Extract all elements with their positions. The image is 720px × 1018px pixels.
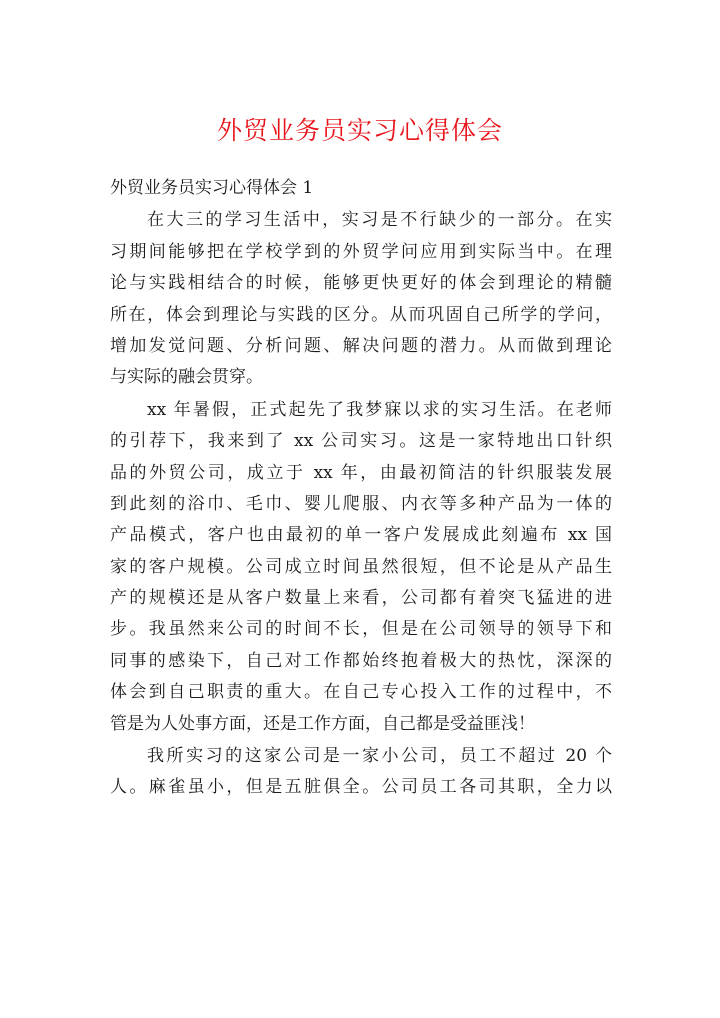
paragraph-line: 管是为人处事方面，还是工作方面，自己都是受益匪浅！ [110, 713, 535, 734]
paragraph-line: 与实际的融会贯穿。 [110, 367, 263, 388]
paragraph-line: 步。我虽然来公司的时间不长，但是在公司领导的领导下和 [110, 619, 612, 640]
paragraph-line: 家的客户规模。公司成立时间虽然很短，但不论是从产品生 [110, 556, 612, 577]
paragraph-3 [110, 741, 612, 804]
paragraph-2 [110, 395, 612, 740]
paragraph-line: 论与实践相结合的时候，能够更快更好的体会到理论的精髓 [110, 273, 612, 294]
paragraph-line: 所在，体会到理论与实践的区分。从而巩固自己所学的学问， [110, 304, 612, 325]
paragraph-line: 产品模式，客户也由最初的单一客户发展成此刻遍布 xx 国 [110, 525, 612, 546]
document-title: 外贸业务员实习心得体会 [216, 116, 503, 145]
paragraph-line: 品的外贸公司，成立于 xx 年，由最初简洁的针织服装发展 [110, 462, 612, 483]
paragraph-line: 到此刻的浴巾、毛巾、婴儿爬服、内衣等多种产品为一体的 [110, 493, 612, 514]
section-subheading: 外贸业务员实习心得体会 1 [110, 178, 314, 198]
document-body [110, 173, 612, 804]
paragraph-line: 人。麻雀虽小，但是五脏俱全。公司员工各司其职，全力以 [110, 777, 612, 798]
paragraph-line: 在大三的学习生活中，实习是不行缺少的一部分。在实 [147, 210, 612, 231]
paragraph-line: 我所实习的这家公司是一家小公司，员工不超过 20 个 [147, 746, 612, 767]
paragraph-line: 增加发觉问题、分析问题、解决问题的潜力。从而做到理论 [110, 335, 612, 356]
paragraph-line: 习期间能够把在学校学到的外贸学问应用到实际当中。在理 [110, 241, 612, 262]
paragraph-line: 同事的感染下，自己对工作都始终抱着极大的热忱，深深的 [110, 650, 612, 671]
paragraph-line: 产的规模还是从客户数量上来看，公司都有着突飞猛进的进 [110, 588, 612, 609]
paragraph-line: xx 年暑假，正式起先了我梦寐以求的实习生活。在老师 [147, 399, 612, 420]
paragraph-1 [110, 205, 612, 393]
paragraph-line: 体会到自己职责的重大。在自己专心投入工作的过程中，不 [110, 682, 612, 703]
paragraph-line: 的引荐下，我来到了 xx 公司实习。这是一家特地出口针织 [110, 431, 612, 452]
